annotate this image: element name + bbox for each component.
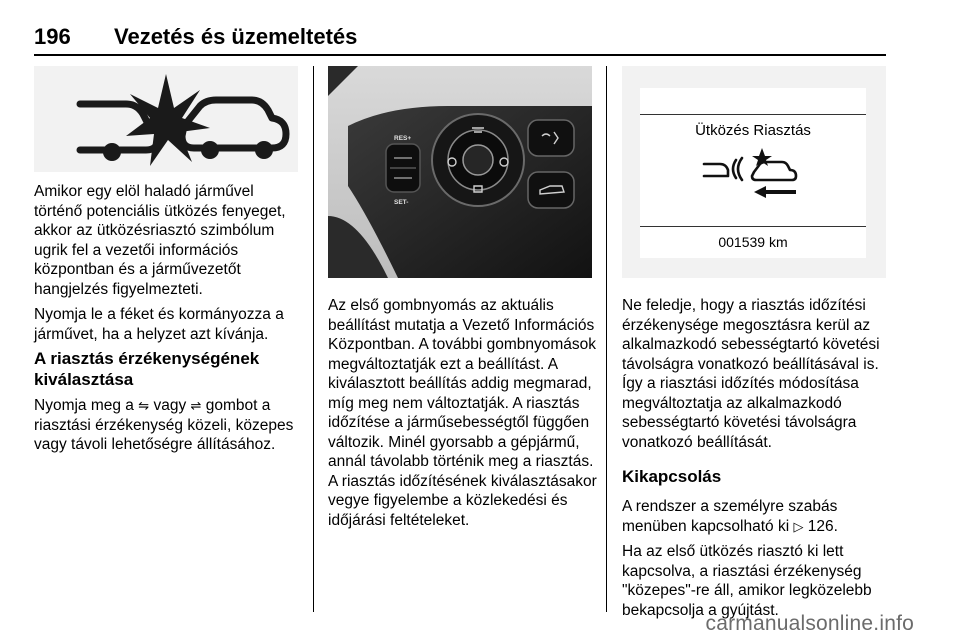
col3-text: [622, 296, 890, 458]
col2-text: [328, 296, 598, 536]
disable-paragraph-1: A rendszer a személyre szabás menüben kapcsolható ki ▷ 126.: [622, 498, 838, 535]
display-title: Ütközés Riasztás: [695, 122, 811, 139]
col1-text: [34, 182, 302, 350]
header-rule: [34, 54, 886, 56]
sensitivity-heading: [34, 348, 302, 390]
page-header: [34, 18, 886, 52]
watermark: carmanualsonline.info: [705, 612, 914, 635]
column-divider-1: [313, 66, 314, 612]
forward-collision-alert-icon: [698, 146, 808, 202]
disable-paragraph-2: Ha az első ütközés riasztó ki lett kapcsolva, a riasztási érzékenység "közepes"-re áll, amikor legközelebb bekapcsolja a gyújtást.: [622, 543, 872, 619]
page-title: Vezetés és üzemeltetés: [114, 24, 358, 49]
display-bottom-rule: [640, 226, 866, 227]
sensitivity-heading-line2: kiválasztása: [34, 370, 134, 389]
disable-heading: Kikapcsolás: [622, 467, 722, 486]
intro-paragraph: Amikor egy elöl haladó járművel történő potenciális ütközés fenyeget, akkor az ütközésriasztó szimbólum ugrik fel a vezetői információs központban és a járművezetőt hangjelzés figyelmezteti.: [34, 183, 286, 298]
collision-alert-icon: [34, 66, 298, 172]
settings-paragraph: Az első gombnyomás az aktuális beállítást mutatja a Vezető Információs Központban. A további gombnyomások megváltoztatják ezt a beállítást. A kiválasztott beállítás addig megmarad, míg meg nem változtatják. A riasztás időzítése a járműsebességtől függően változik. Minél gyorsabb a gépjármű, annál távolabb történik meg a riasztás. A riasztás időzítésének kiválasztásakor vegye figyelembe a közlekedési és időjárási feltételeket.: [328, 297, 597, 529]
sensitivity-heading-line1: A riasztás érzékenységének: [34, 349, 260, 368]
steering-wheel-controls-illustration: [328, 66, 592, 278]
gap-farther-icon: ⇌: [190, 398, 202, 413]
instruction-paragraph: Nyomja le a féket és kormányozza a járművet, ha a helyzet azt kívánja.: [34, 306, 284, 343]
page-number: 196: [34, 24, 71, 49]
odometer-readout: 001539 km: [718, 234, 788, 250]
page-reference-icon: ▷: [793, 518, 804, 534]
note-paragraph: Ne feledje, hogy a riasztás időzítési érzékenysége megosztásra kerül az alkalmazkodó sebességtartó követési távolságra vonatkozó beállításával is. Így a riasztási időzítés módosítása megváltoztatja az alkalmazkodó sebességtartó követési távolságra vonatkozó beállítását.: [622, 297, 880, 451]
column-divider-2: [606, 66, 607, 612]
collision-symbol-figure: [34, 66, 298, 172]
col3-disable-text: [622, 497, 890, 626]
display-top-rule: [640, 114, 866, 115]
steering-wheel-figure: [328, 66, 592, 278]
res-label: RES+: [394, 135, 412, 142]
sensitivity-paragraph: Nyomja meg a ⇋ vagy ⇌ gombot a riasztási érzékenység közeli, közepes vagy távoli lehetőségre állításához.: [34, 397, 294, 453]
display-screen: [640, 88, 866, 258]
gap-closer-icon: ⇋: [138, 398, 150, 413]
set-label: SET-: [394, 199, 409, 206]
driver-info-display-figure: [622, 66, 886, 278]
